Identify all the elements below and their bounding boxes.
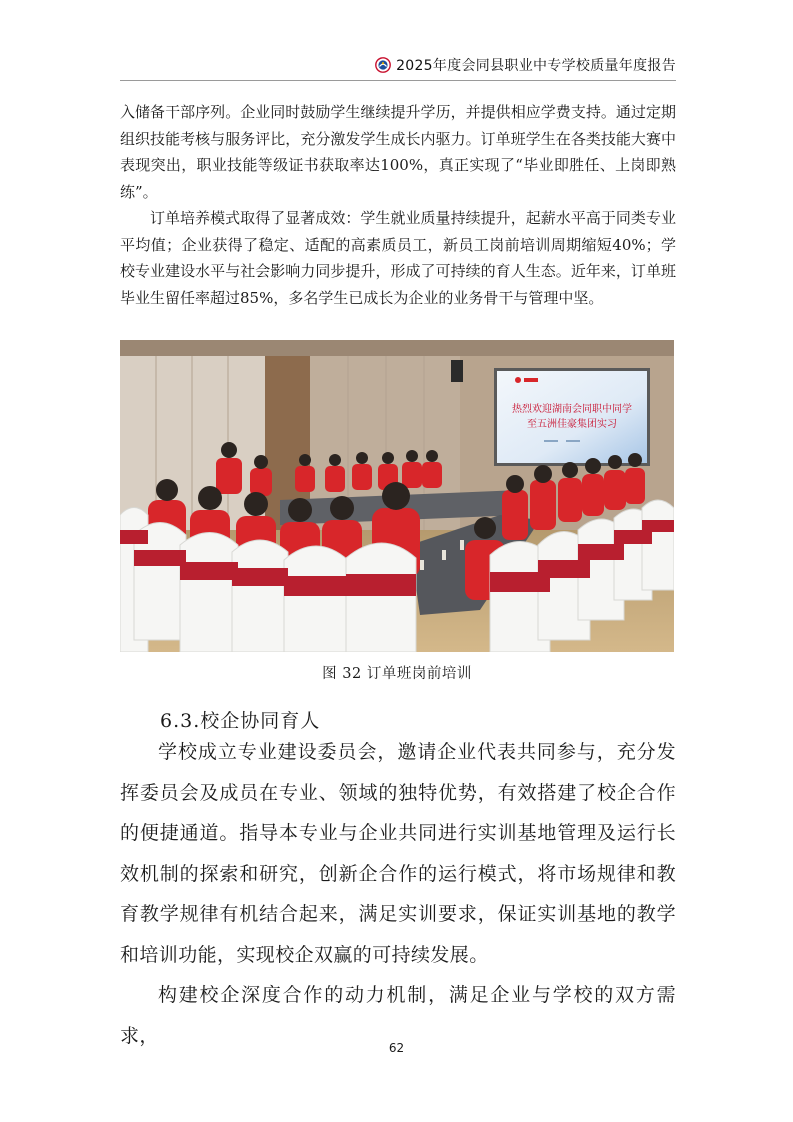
- section-paragraph: 构建校企深度合作的动力机制，满足企业与学校的双方需求，: [120, 984, 676, 1047]
- header-title: 2025年度会同县职业中专学校质量年度报告: [396, 58, 676, 74]
- body-paragraph: 入储备干部序列。企业同时鼓励学生继续提升学历，并提供相应学费支持。通过定期组织技能考核与服务评比，充分激发学生成长内驱力。订单班学生在各类技能大赛中表现突出，职业技能等级证书获取率达100%，真正实现了“毕业即胜任、上岗即熟练”。: [120, 103, 676, 201]
- figure-caption: 图 32 订单班岗前培训: [322, 666, 472, 682]
- photo-illustration: [120, 340, 674, 652]
- section-paragraph: 学校成立专业建设委员会，邀请企业代表共同参与，充分发挥委员会及成员在专业、领域的独特优势，有效搭建了校企合作的便捷通道。指导本专业与企业共同进行实训基地管理及运行长效机制的探索和研究，创新企合作的运行模式，将市场规律和教育教学规律有机结合起来，满足实训要求，保证实训基地的教学和培训功能，实现校企双赢的可持续发展。: [120, 741, 676, 966]
- section-heading: 6.3.校企协同育人: [160, 710, 321, 732]
- training-photo: [120, 340, 674, 652]
- body-paragraph: 订单培养模式取得了显著成效：学生就业质量持续提升，起薪水平高于同类专业平均值；企业获得了稳定、适配的高素质员工，新员工岗前培训周期缩短40%；学校专业建设水平与社会影响力同步提升，形成了可持续的育人生态。近年来，订单班毕业生留任率超过85%，多名学生已成长为企业的业务骨干与管理中坚。: [120, 209, 676, 307]
- school-emblem-icon: [375, 57, 391, 73]
- screen-banner-line2: 至五洲佳豪集团实习: [527, 419, 617, 430]
- page-header: [120, 50, 676, 81]
- page-number: 62: [388, 1041, 405, 1055]
- screen-banner-line1: 热烈欢迎湖南会同职中同学: [512, 404, 632, 415]
